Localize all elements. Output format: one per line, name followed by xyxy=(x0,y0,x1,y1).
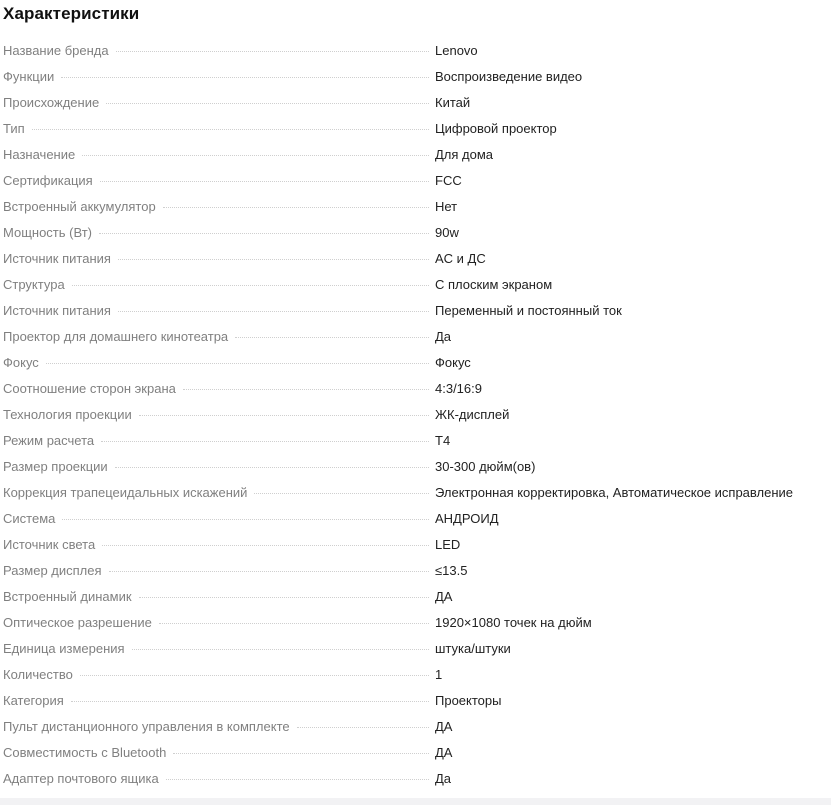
spec-key-cell xyxy=(0,485,435,500)
spec-row xyxy=(0,661,831,687)
dotted-leader xyxy=(80,675,429,676)
dotted-leader xyxy=(132,649,429,650)
spec-value: 30-300 дюйм(ов) xyxy=(435,458,536,474)
dotted-leader xyxy=(163,207,429,208)
spec-value: 1920×1080 точек на дюйм xyxy=(435,614,592,630)
spec-row xyxy=(0,453,831,479)
dotted-leader xyxy=(72,285,429,286)
spec-row xyxy=(0,427,831,453)
spec-value: AC и ДС xyxy=(435,250,486,266)
spec-value: С плоским экраном xyxy=(435,276,553,292)
spec-key-cell xyxy=(0,303,435,318)
spec-key: Размер дисплея xyxy=(3,562,102,578)
spec-value: 4:3/16:9 xyxy=(435,380,482,396)
dotted-leader xyxy=(106,103,429,104)
spec-key: Встроенный динамик xyxy=(3,588,132,604)
spec-row xyxy=(0,297,831,323)
spec-row xyxy=(0,167,831,193)
dotted-leader xyxy=(101,441,429,442)
spec-row xyxy=(0,141,831,167)
spec-row xyxy=(0,479,831,505)
dotted-leader xyxy=(99,233,429,234)
spec-key: Оптическое разрешение xyxy=(3,614,152,630)
spec-key: Мощность (Вт) xyxy=(3,224,93,240)
spec-key-cell xyxy=(0,719,435,734)
dotted-leader xyxy=(254,493,429,494)
dotted-leader xyxy=(118,259,429,260)
dotted-leader xyxy=(100,181,429,182)
spec-value: Фокус xyxy=(435,354,471,370)
dotted-leader xyxy=(32,129,429,130)
spec-key: Источник питания xyxy=(3,302,111,318)
spec-row xyxy=(0,765,831,791)
spec-value: Lenovo xyxy=(435,42,478,58)
spec-row xyxy=(0,713,831,739)
spec-value: 1 xyxy=(435,666,443,682)
spec-key: Режим расчета xyxy=(3,432,95,448)
spec-key-cell xyxy=(0,589,435,604)
spec-row xyxy=(0,375,831,401)
spec-key: Назначение xyxy=(3,146,76,162)
spec-row xyxy=(0,583,831,609)
spec-key-cell xyxy=(0,121,435,136)
dotted-leader xyxy=(116,51,429,52)
spec-key-cell xyxy=(0,381,435,396)
spec-key: Тип xyxy=(3,120,25,136)
spec-value: 90w xyxy=(435,224,459,240)
spec-row xyxy=(0,401,831,427)
spec-row xyxy=(0,505,831,531)
spec-key: Технология проекции xyxy=(3,406,132,422)
dotted-leader xyxy=(173,753,429,754)
spec-row xyxy=(0,739,831,765)
dotted-leader xyxy=(297,727,429,728)
dotted-leader xyxy=(71,701,429,702)
spec-key-cell xyxy=(0,459,435,474)
spec-value: Проекторы xyxy=(435,692,502,708)
spec-key-cell xyxy=(0,277,435,292)
spec-value: Для дома xyxy=(435,146,494,162)
dotted-leader xyxy=(139,415,429,416)
spec-key-cell xyxy=(0,771,435,786)
spec-key-cell xyxy=(0,251,435,266)
spec-key: Единица измерения xyxy=(3,640,125,656)
section-title: Характеристики xyxy=(3,4,140,23)
spec-key: Совместимость с Bluetooth xyxy=(3,744,167,760)
spec-key: Пульт дистанционного управления в комплекте xyxy=(3,718,290,734)
spec-key: Встроенный аккумулятор xyxy=(3,198,156,214)
specs-list xyxy=(0,37,831,791)
spec-row xyxy=(0,271,831,297)
spec-key-cell xyxy=(0,407,435,422)
spec-value: АНДРОИД xyxy=(435,510,499,526)
spec-key: Размер проекции xyxy=(3,458,108,474)
spec-key-cell xyxy=(0,563,435,578)
spec-key-cell xyxy=(0,355,435,370)
spec-key: Адаптер почтового ящика xyxy=(3,770,159,786)
spec-key-cell xyxy=(0,225,435,240)
spec-value: ДА xyxy=(435,744,453,760)
spec-value: ≤13.5 xyxy=(435,562,468,578)
spec-key-cell xyxy=(0,693,435,708)
spec-value: ДА xyxy=(435,718,453,734)
spec-key-cell xyxy=(0,173,435,188)
spec-value: LED xyxy=(435,536,461,552)
spec-value: Китай xyxy=(435,94,471,110)
spec-value: ЖК-дисплей xyxy=(435,406,510,422)
spec-row xyxy=(0,219,831,245)
spec-row xyxy=(0,323,831,349)
spec-value: Переменный и постоянный ток xyxy=(435,302,622,318)
spec-value: Электронная корректировка, Автоматическое исправление xyxy=(435,484,794,500)
dotted-leader xyxy=(115,467,429,468)
footer-divider xyxy=(0,798,831,805)
spec-key: Количество xyxy=(3,666,73,682)
spec-row xyxy=(0,557,831,583)
spec-key: Источник питания xyxy=(3,250,111,266)
spec-key: Проектор для домашнего кинотеатра xyxy=(3,328,229,344)
spec-value: Да xyxy=(435,770,452,786)
spec-value: Цифровой проектор xyxy=(435,120,557,136)
spec-row xyxy=(0,531,831,557)
dotted-leader xyxy=(159,623,429,624)
spec-key-cell xyxy=(0,147,435,162)
spec-value: Да xyxy=(435,328,452,344)
spec-key-cell xyxy=(0,199,435,214)
dotted-leader xyxy=(183,389,429,390)
dotted-leader xyxy=(82,155,429,156)
spec-row xyxy=(0,245,831,271)
spec-row xyxy=(0,89,831,115)
spec-key: Категория xyxy=(3,692,64,708)
spec-value: FCC xyxy=(435,172,462,188)
spec-value: T4 xyxy=(435,432,451,448)
dotted-leader xyxy=(62,519,429,520)
spec-value: Нет xyxy=(435,198,458,214)
spec-row xyxy=(0,349,831,375)
spec-key-cell xyxy=(0,537,435,552)
spec-row xyxy=(0,37,831,63)
spec-key: Происхождение xyxy=(3,94,100,110)
spec-key: Фокус xyxy=(3,354,39,370)
dotted-leader xyxy=(118,311,429,312)
spec-key-cell xyxy=(0,667,435,682)
dotted-leader xyxy=(61,77,429,78)
spec-key: Соотношение сторон экрана xyxy=(3,380,176,396)
spec-key: Функции xyxy=(3,68,55,84)
spec-key: Система xyxy=(3,510,56,526)
spec-key-cell xyxy=(0,43,435,58)
dotted-leader xyxy=(109,571,429,572)
spec-key: Название бренда xyxy=(3,42,109,58)
spec-row xyxy=(0,193,831,219)
spec-key: Источник света xyxy=(3,536,96,552)
spec-key: Коррекция трапецеидальных искажений xyxy=(3,484,248,500)
dotted-leader xyxy=(46,363,429,364)
spec-key-cell xyxy=(0,511,435,526)
spec-key-cell xyxy=(0,69,435,84)
spec-key-cell xyxy=(0,615,435,630)
spec-key-cell xyxy=(0,433,435,448)
spec-key-cell xyxy=(0,95,435,110)
dotted-leader xyxy=(139,597,429,598)
dotted-leader xyxy=(166,779,429,780)
spec-row xyxy=(0,115,831,141)
spec-key: Сертификация xyxy=(3,172,93,188)
spec-key-cell xyxy=(0,329,435,344)
spec-key-cell xyxy=(0,745,435,760)
spec-row xyxy=(0,609,831,635)
spec-value: ДА xyxy=(435,588,453,604)
dotted-leader xyxy=(235,337,429,338)
spec-row xyxy=(0,635,831,661)
dotted-leader xyxy=(102,545,429,546)
spec-key: Структура xyxy=(3,276,65,292)
spec-value: штука/штуки xyxy=(435,640,511,656)
spec-row xyxy=(0,63,831,89)
spec-value: Воспроизведение видео xyxy=(435,68,583,84)
spec-row xyxy=(0,687,831,713)
spec-key-cell xyxy=(0,641,435,656)
